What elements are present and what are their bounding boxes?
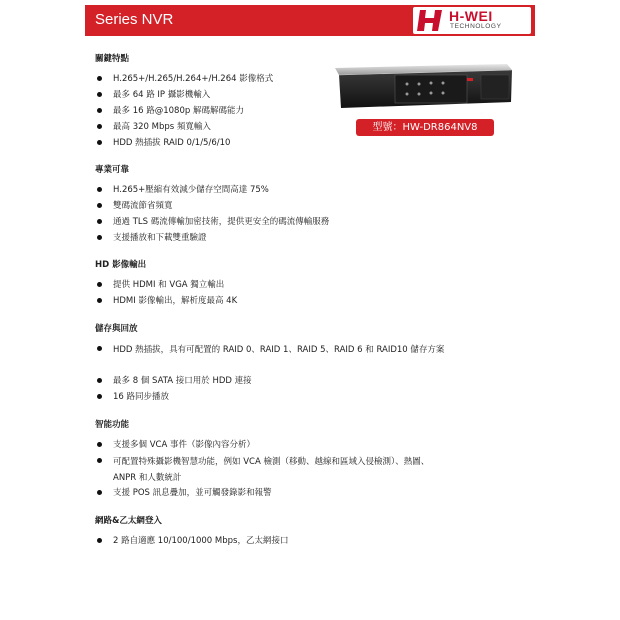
section-storage-playback: 儲存與回放 HDD 熱插拔，具有可配置的 RAID 0、RAID 1、RAID 5、RAID 6 和 RAID10 儲存方案 最多 8 個 SATA 接口用於 HDD 連接 16 路同步播放 <box>95 322 455 342</box>
section-hd-output: HD 影像輸出 提供 HDMI 和 VGA 獨立輸出 HDMI 影像輸出，解析度最高 4K <box>95 258 455 278</box>
bullet-icon <box>97 282 102 287</box>
bullet-icon <box>97 187 102 192</box>
bullet-icon <box>97 203 102 208</box>
section-key-features: 關鍵特點 H.265+/H.265/H.264+/H.264 影像格式 最多 64 路 IP 攝影機輸入 最多 16 路@1080p 解碼解碼能力 最高 320 Mbps 頻寬輸入 HDD 熱插拔 RAID 0/1/5/6/10 <box>95 52 455 72</box>
section-professional-reliability: 專業可靠 H.265+壓縮有效減少儲存空間高達 75% 雙碼流節省頻寬 通過 TLS 碼流傳輸加密技術，提供更安全的碼流傳輸服務 支援播放和下載雙重驗證 <box>95 163 455 183</box>
bullet-icon <box>97 235 102 240</box>
bullet-icon <box>97 458 102 463</box>
bullet-icon <box>97 124 102 129</box>
header-bar <box>85 5 535 36</box>
section-network: 網路&乙太網登入 2 路自適應 10/100/1000 Mbps，乙太網接口 <box>95 514 455 534</box>
bullet-icon <box>97 108 102 113</box>
bullet-icon <box>97 378 102 383</box>
bullet-icon <box>97 298 102 303</box>
section-heading: 智能功能 <box>95 420 130 430</box>
bullet-icon <box>97 538 102 543</box>
section-heading: 專業可靠 <box>95 165 130 175</box>
bullet-icon <box>97 442 102 447</box>
brand-subtitle: TECHNOLOGY <box>450 23 502 30</box>
model-badge: 型號：HW-DR864NV8 <box>356 119 494 136</box>
section-heading: 網路&乙太網登入 <box>95 516 162 526</box>
bullet-icon <box>97 219 102 224</box>
page-title: Series NVR <box>95 11 174 28</box>
section-heading: 儲存與回放 <box>95 324 138 334</box>
brand-logo <box>413 7 531 34</box>
section-smart-functions: 智能功能 支援多個 VCA 事件（影像內容分析） 可配置特殊攝影機智慧功能，例如 VCA 檢測（移動、越線和區域入侵檢測）、熱圖、ANPR 和人數統計 支援 POS 訊息疊加，並可觸發錄影和報警 <box>95 418 455 438</box>
h-logo-icon <box>417 8 445 33</box>
bullet-icon <box>97 76 102 81</box>
bullet-icon <box>97 346 102 351</box>
section-heading: HD 影像輸出 <box>95 260 147 270</box>
bullet-icon <box>97 394 102 399</box>
brand-name: H-WEI <box>449 8 493 24</box>
section-heading: 關鍵特點 <box>95 54 130 64</box>
bullet-icon <box>97 140 102 145</box>
bullet-icon <box>97 490 102 495</box>
bullet-icon <box>97 92 102 97</box>
